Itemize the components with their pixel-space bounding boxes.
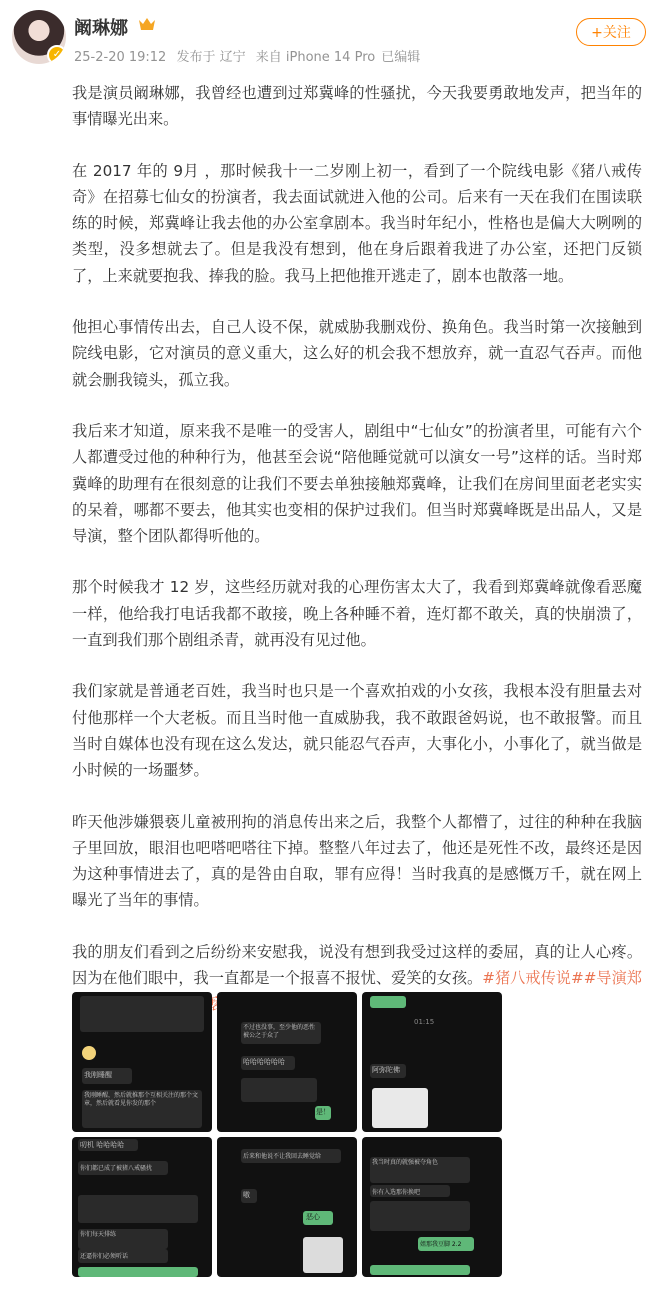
chat-bubble xyxy=(370,996,406,1008)
chat-text: 我当时真的就强被夺角色 xyxy=(370,1157,470,1183)
edited-label[interactable]: 已编辑 xyxy=(381,50,421,65)
hashtag-link[interactable]: #导演郑 xyxy=(583,969,642,988)
post-paragraph: 我后来才知道，原来我不是唯一的受害人，剧组中“七仙女”的扮演者里，可能有六个人都遭受过他的种种行为，他甚至会说“陪他睡觉就可以演女一号”这样的话。当时郑冀峰的助理有在很刻意的让我们不要去单独接触郑冀峰，让我们在房间里面老老实实的呆着，哪都不要去，他其实也变相的保护过我们。但当时郑冀峰既是出品人，又是导演，整个团队都得听他的。 xyxy=(72,421,642,546)
chat-screenshot-3[interactable] xyxy=(362,992,502,1132)
sticker-image xyxy=(303,1237,343,1273)
chat-text: 姐那我豆脚 2.2 xyxy=(418,1237,474,1251)
post-meta xyxy=(74,46,426,65)
avatar-icon[interactable] xyxy=(12,10,66,64)
chat-screenshot-6[interactable] xyxy=(362,1137,502,1277)
hashtag-link[interactable]: #猪八戒传说# xyxy=(482,969,584,988)
chat-text: 不过也没事，至少他的恶性被公之于众了 xyxy=(241,1022,321,1044)
post-header xyxy=(0,0,660,76)
chat-text: 还逼你们必须听话 xyxy=(78,1249,168,1263)
chat-text: 你们都已成了被猪八戒骚扰 xyxy=(78,1161,168,1175)
chat-text: 是！ xyxy=(315,1106,331,1120)
emoji-icon xyxy=(82,1046,96,1060)
chat-text: 你有入选那你换吧 xyxy=(370,1185,450,1197)
chat-text: 恶心 xyxy=(303,1211,333,1225)
chat-text: 嗷 xyxy=(241,1189,257,1203)
chat-text: 后来和他说不让我回去睡觉给 xyxy=(241,1149,341,1163)
post-paragraph-text: 我的朋友们看到之后纷纷来安慰我，说没有想到我受过这样的委屈，真的让人心疼。因为在他们眼中，我一直都是一个报喜不报忧、爱笑的女孩。 xyxy=(72,942,642,988)
chat-text: 我刚睡醒，然后就推那个互相关注的那个文章，然后就看见你发的那个 xyxy=(82,1090,202,1128)
verified-badge-icon: ✓ xyxy=(47,45,66,64)
timestamp: 01:15 xyxy=(414,1018,435,1026)
chat-text: 叨机 哈哈哈哈 xyxy=(78,1139,138,1151)
chat-bubble xyxy=(370,1265,470,1275)
post-paragraph: 那个时候我才 12 岁，这些经历就对我的心理伤害太大了，我看到郑冀峰就像看恶魔一样，他给我打电话我都不敢接，晚上各种睡不着，连灯都不敢关，真的快崩溃了，一直到我们那个剧组杀青，就再没有见过他。 xyxy=(72,578,642,650)
chat-bubble xyxy=(78,1267,198,1277)
post-location: 发布于 辽宁 xyxy=(176,50,246,65)
post-device: 来自 iPhone 14 Pro xyxy=(255,50,376,65)
chat-screenshot-2[interactable] xyxy=(217,992,357,1132)
chat-screenshot-5[interactable] xyxy=(217,1137,357,1277)
chat-text: 我刚睡醒 xyxy=(82,1068,132,1084)
post-paragraph: 他担心事情传出去，自己人设不保，就威胁我删戏份、换角色。我当时第一次接触到院线电影，它对演员的意义重大，这么好的机会我不想放弃，就一直忍气吞声。而他就会删我镜头，孤立我。 xyxy=(72,318,642,389)
chat-screenshot-4[interactable] xyxy=(72,1137,212,1277)
chat-bubble xyxy=(78,1195,198,1223)
chat-bubble xyxy=(80,996,204,1032)
post-body xyxy=(72,80,642,1043)
username[interactable]: 阚琳娜 xyxy=(74,18,128,39)
sticker-image xyxy=(372,1088,428,1128)
post-date[interactable]: 25-2-20 19:12 xyxy=(74,50,167,65)
post-paragraph: 我们家就是普通老百姓，我当时也只是一个喜欢拍戏的小女孩，我根本没有胆量去对付他那样一个大老板。而且当时他一直威胁我，我不敢跟爸妈说，也不敢报警。而且当时自媒体也没有现在这么发达，就只能忍气吞声，大事化小，小事化了，就当做是小时候的一场噩梦。 xyxy=(72,682,642,780)
chat-text: 你们每天排练 xyxy=(78,1229,168,1249)
chat-text: 阿弥陀佛 xyxy=(370,1064,406,1078)
chat-text: 哈哈哈哈哈哈 xyxy=(241,1056,295,1070)
chat-screenshot-1[interactable] xyxy=(72,992,212,1132)
chat-bubble xyxy=(241,1078,317,1102)
crown-icon xyxy=(138,16,156,32)
follow-button[interactable]: +关注 xyxy=(576,18,646,46)
post-paragraph: 在 2017 年的 9月 ，那时候我十一二岁刚上初一，看到了一个院线电影《猪八戒传奇》在招募七仙女的扮演者，我去面试就进入他的公司。后来有一天在我们在围读联练的时候，郑冀峰让我去他的办公室拿剧本。我当时年纪小，性格也是偏大大咧咧的类型，没多想就去了。但是我没有想到，他在身后跟着我进了办公室，还把门反锁了，上来就要抱我、捧我的脸。我马上把他推开逃走了，剧本也散落一地。 xyxy=(72,161,642,285)
chat-bubble xyxy=(370,1201,470,1231)
post-paragraph: 昨天他涉嫌猥亵儿童被刑拘的消息传出来之后，我整个人都懵了，过往的种种在我脑子里回放，眼泪也吧嗒吧嗒往下掉。整整八年过去了，他还是死性不改，最终还是因为这种事情进去了，真的是咎由自取，罪有应得！当时我真的是感慨万千，就在网上曝光了当年的事情。 xyxy=(72,812,642,910)
post-paragraph: 我是演员阚琳娜，我曾经也遭到过郑冀峰的性骚扰，今天我要勇敢地发声，把当年的事情曝光出来。 xyxy=(72,84,642,129)
